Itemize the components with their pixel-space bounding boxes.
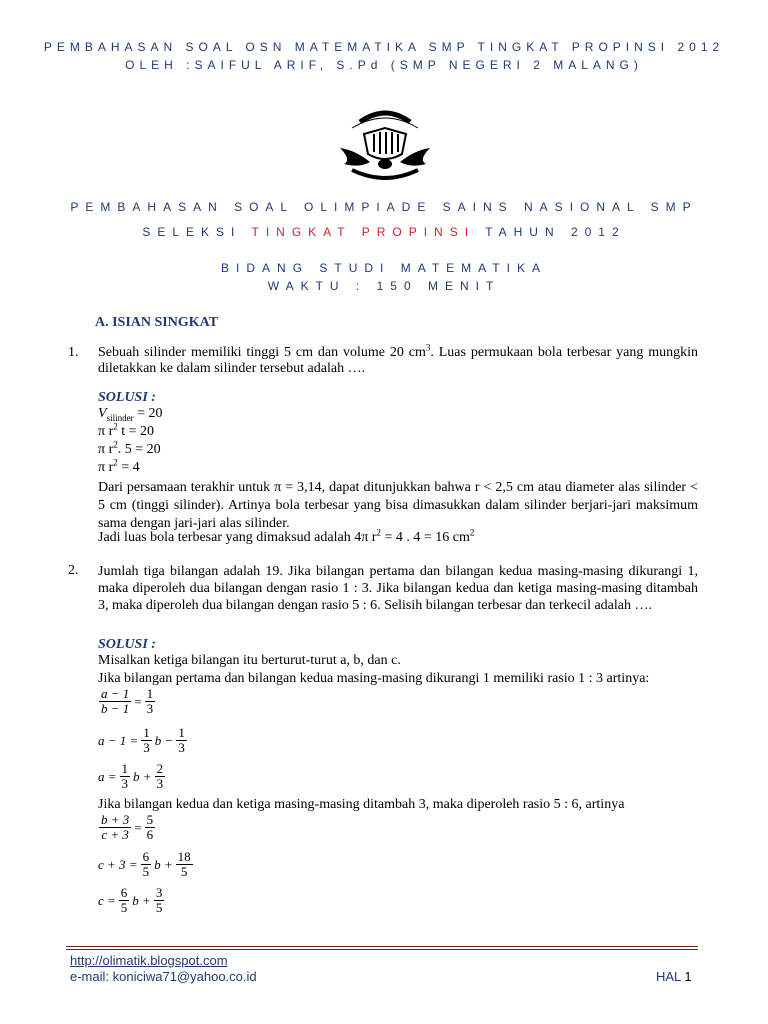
equation-6: c = $\frac{6}{5}$ b + $\frac{3}{5}$ [98, 885, 163, 915]
solusi-1-final: Jadi luas bola terbesar yang dimaksud adalah 4π $r^2 = 4$ . 4 = 16 $cm^2$ [98, 527, 475, 545]
solusi-2-line-2: Jika bilangan pertama dan bilangan kedua masing-masing dikurangi 1 memiliki rasio 1 : 3 artinya: [98, 671, 650, 686]
solusi-2-line-3: Jika bilangan kedua dan ketiga masing-masing ditambah 3, maka diperoleh rasio 5 : 6, artinya [98, 797, 625, 812]
footer-rule-bottom [66, 949, 698, 950]
equation-2: a − 1 = $\frac{1}{3}$ b − $\frac{1}{3}$ [98, 725, 185, 755]
question-2-text: Jumlah tiga bilangan adalah 19. Jika bilangan pertama dan bilangan kedua masing-masing dikurangi 1, maka diperoleh dua bilangan dengan rasio 1 : 3. Jika bilangan kedua dan ketiga masing-masing ditambah 3, maka diperoleh dua bilangan dengan rasio 5 : 6. Selisih bilangan terbesar dan terkecil adalah …. [98, 564, 698, 613]
equation-1: $\frac{a - 1}{b - 1}$ = $\frac{1}{3}$ [101, 686, 154, 716]
footer-rule-top [66, 946, 698, 947]
section-heading: A. ISIAN SINGKAT [95, 315, 219, 330]
solusi-1-line-3: π $r^2$. 5 = 20 [98, 439, 161, 457]
question-1-number: 1. [68, 345, 79, 360]
solusi-1-paragraph: Dari persamaan terakhir untuk π = 3,14, dapat ditunjukkan bahwa r < 2,5 cm atau diameter alas silinder < 5 cm (tinggi silinder). Artinya bola terbesar yang bisa dimasukkan dalam silinder berjari-jari maksimum sama dengan jari-jari alas silinder. [98, 480, 698, 531]
tut-wuri-handayani-emblem-icon [330, 108, 440, 188]
footer-blog-link[interactable]: http://olimatik.blogspot.com [70, 953, 228, 968]
equation-3: a = $\frac{1}{3}$ b + $\frac{2}{3}$ [98, 761, 164, 791]
solusi-1-label: SOLUSI : [98, 390, 156, 405]
question-2-number: 2. [68, 563, 79, 578]
title-line-2: SELEKSI TINGKAT PROPINSI TAHUN 2012 [142, 225, 626, 239]
title-line-3: BIDANG STUDI MATEMATIKA [221, 261, 547, 275]
question-1-text: Sebuah silinder memiliki tinggi 5 cm dan volume 20 $cm^3$. Luas permukaan bola terbesar yang mungkin diletakkan ke dalam silinder tersebut adalah …. [98, 342, 699, 376]
equation-4: $\frac{b + 3}{c + 3}$ = $\frac{5}{6}$ [101, 812, 154, 842]
title-line-1: PEMBAHASAN SOAL OLIMPIADE SAINS NASIONAL SMP [70, 200, 698, 214]
equation-5: c + 3 = $\frac{6}{5}$ b + $\frac{18}{5}$ [98, 849, 191, 879]
header-line-1: PEMBAHASAN SOAL OSN MATEMATIKA SMP TINGKAT PROPINSI 2012 [43, 40, 725, 54]
solusi-2-line-1: Misalkan ketiga bilangan itu berturut-turut a, b, dan c. [98, 653, 401, 668]
solusi-2-label: SOLUSI : [98, 637, 156, 652]
title-line-4: WAKTU : 150 MENIT [267, 279, 501, 293]
solusi-1-line-2: π $r^2$ t = 20 [98, 421, 155, 439]
header-line-2: OLEH :SAIFUL ARIF, S.Pd (SMP NEGERI 2 MALANG) [125, 58, 643, 72]
solusi-1-line-1: $V_{silinder} = 20$ [98, 406, 163, 423]
footer-page-number: HAL 1 [656, 969, 692, 984]
footer-email: e-mail: koniciwa71@yahoo.co.id [70, 969, 257, 984]
solusi-1-line-4: π $r^2 = 4$ [98, 457, 140, 475]
